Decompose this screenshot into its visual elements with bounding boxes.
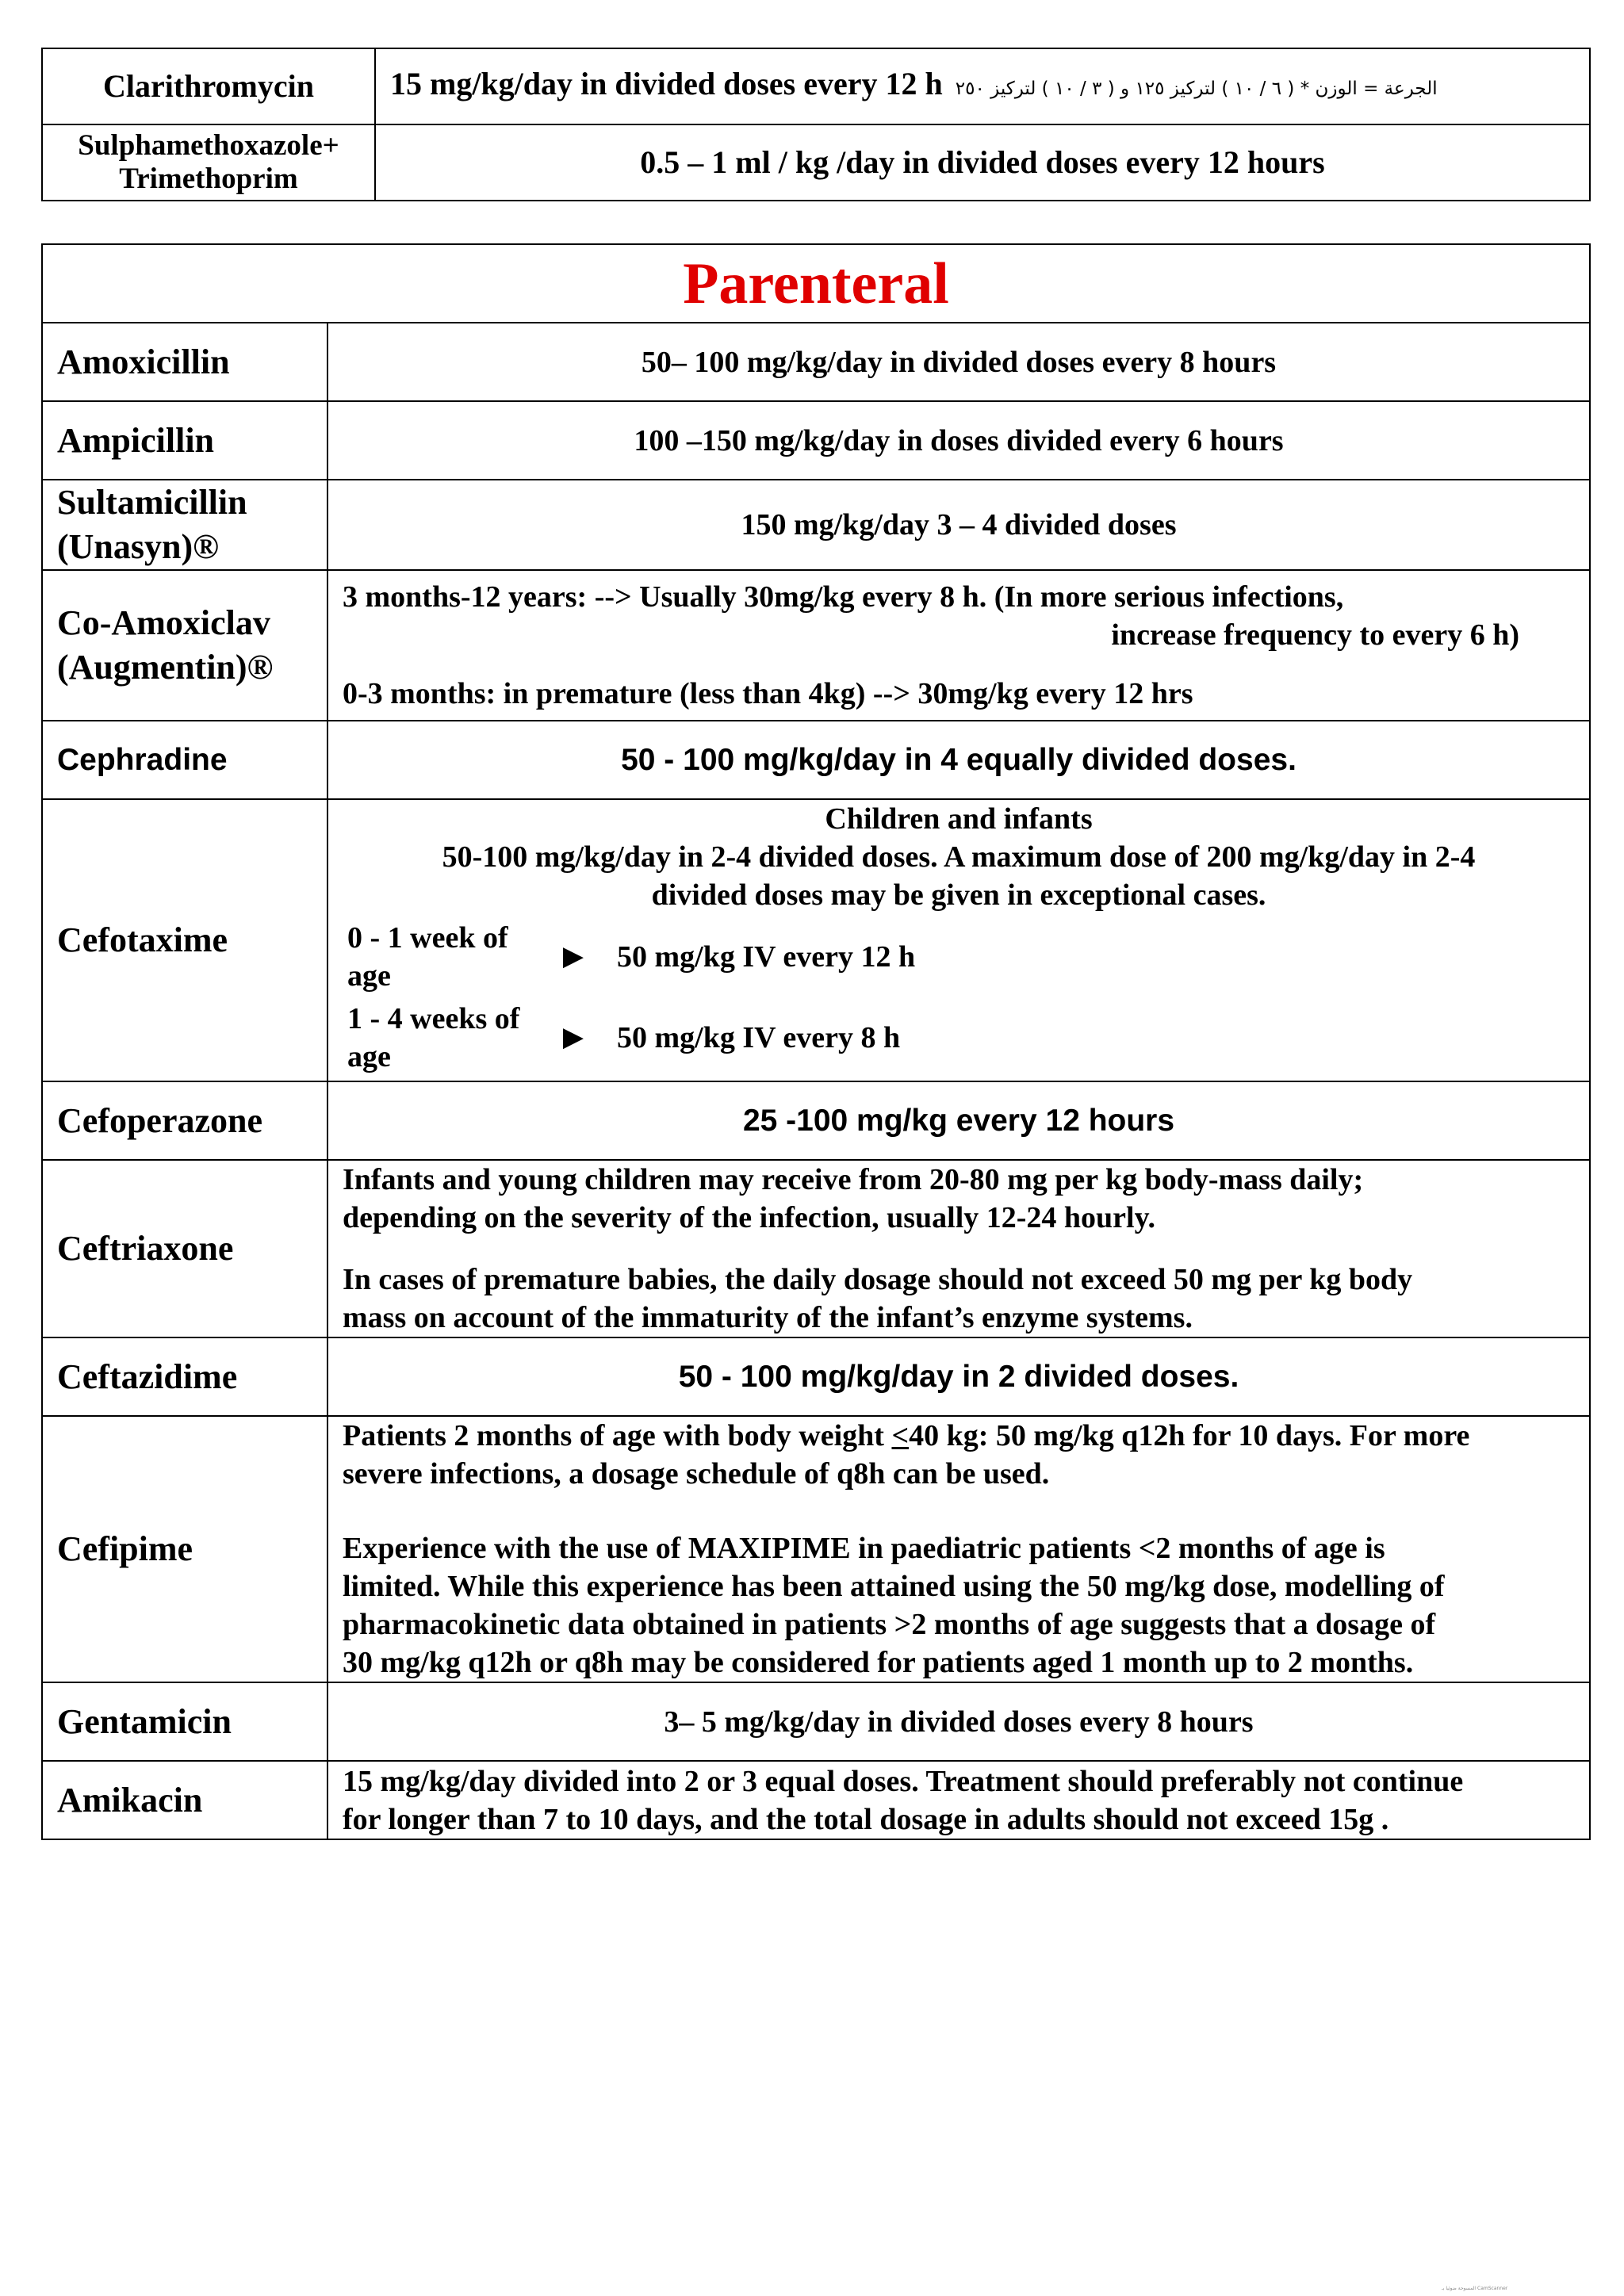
drug-name-line: Co-Amoxiclav bbox=[57, 603, 270, 642]
table-row bbox=[42, 323, 1590, 401]
table-header-row bbox=[42, 244, 1590, 323]
dose-line: 30 mg/kg q12h or q8h may be considered for patients aged 1 month up to 2 months. bbox=[343, 1646, 1414, 1679]
drug-name-line: Trimethoprim bbox=[119, 163, 298, 195]
dose-text: 15 mg/kg/day in divided doses every 12 h bbox=[390, 66, 943, 101]
dose-cephradine: 50 - 100 mg/kg/day in 4 equally divided doses. bbox=[327, 721, 1590, 799]
dose-line: for longer than 7 to 10 days, and the total dosage in adults should not exceed 15g . bbox=[343, 1802, 1389, 1836]
dose-sulphamethoxazole: 0.5 – 1 ml / kg /day in divided doses every 12 hours bbox=[375, 124, 1590, 201]
dose-heading: Children and infants bbox=[825, 802, 1093, 836]
dose-line: divided doses may be given in exceptional cases. bbox=[651, 878, 1266, 912]
dose-amikacin bbox=[327, 1761, 1590, 1839]
dose-line: severe infections, a dosage schedule of q8h can be used. bbox=[343, 1457, 1050, 1490]
table-row bbox=[42, 1416, 1590, 1682]
table-row bbox=[42, 570, 1590, 721]
drug-name-ceftazidime: Ceftazidime bbox=[42, 1337, 327, 1416]
section-title: Parenteral bbox=[42, 244, 1590, 323]
arrow-right-icon: ▶ bbox=[562, 942, 584, 971]
parenteral-dosage-table bbox=[41, 243, 1591, 1840]
dose-cefoperazone: 25 -100 mg/kg every 12 hours bbox=[327, 1081, 1590, 1160]
dose-sultamicillin: 150 mg/kg/day 3 – 4 divided doses bbox=[327, 480, 1590, 570]
drug-name-line: (Augmentin)® bbox=[57, 648, 274, 687]
drug-name-line: Sulphamethoxazole+ bbox=[78, 129, 339, 162]
dose-line: depending on the severity of the infection, usually 12-24 hourly. bbox=[343, 1201, 1155, 1234]
age-range: 1 - 4 weeks of age bbox=[347, 1002, 520, 1073]
drug-name-clarithromycin: Clarithromycin bbox=[42, 48, 375, 124]
oral-dosage-table bbox=[41, 48, 1591, 201]
dose-co-amoxiclav bbox=[327, 570, 1590, 721]
dose-line: pharmacokinetic data obtained in patients >2 months of age suggests that a dosage of bbox=[343, 1608, 1436, 1641]
drug-name-co-amoxiclav bbox=[42, 570, 327, 721]
age-dose-row bbox=[343, 1000, 1575, 1076]
drug-name-cefipime: Cefipime bbox=[42, 1416, 327, 1682]
dose-line: increase frequency to every 6 h) bbox=[1111, 618, 1520, 652]
table-row bbox=[42, 1761, 1590, 1839]
dose-line: 3 months-12 years: --> Usually 30mg/kg every 8 h. (In more serious infections, bbox=[343, 580, 1344, 614]
arabic-dose-note: الجرعة = الوزن * ( ٦ / ١٠ ) لتركيز ١٢٥ و ( ٣ / ١٠ ) لتركيز ٢٥٠ bbox=[955, 78, 1438, 99]
dose-line: 50-100 mg/kg/day in 2-4 divided doses. A maximum dose of 200 mg/kg/day in 2-4 bbox=[442, 840, 1476, 874]
dose-text: Patients 2 months of age with body weight bbox=[343, 1419, 892, 1452]
drug-name-cephradine: Cephradine bbox=[42, 721, 327, 799]
table-row bbox=[42, 401, 1590, 480]
less-equal-symbol: < bbox=[891, 1419, 910, 1452]
scanner-watermark: CamScanner المسوحة ضوئيا بـ bbox=[1442, 2286, 1508, 2291]
table-row bbox=[42, 480, 1590, 570]
age-dose: 50 mg/kg IV every 8 h bbox=[617, 1021, 901, 1054]
dose-ceftazidime: 50 - 100 mg/kg/day in 2 divided doses. bbox=[327, 1337, 1590, 1416]
drug-name-amoxicillin: Amoxicillin bbox=[42, 323, 327, 401]
drug-name-cefotaxime: Cefotaxime bbox=[42, 799, 327, 1081]
dose-line bbox=[343, 1417, 1575, 1455]
dose-line: Experience with the use of MAXIPIME in paediatric patients <2 months of age is bbox=[343, 1532, 1385, 1565]
table-row bbox=[42, 1337, 1590, 1416]
drug-name-sulphamethoxazole bbox=[42, 124, 375, 201]
drug-name-line: (Unasyn)® bbox=[57, 527, 220, 566]
dose-line: mass on account of the immaturity of the infant’s enzyme systems. bbox=[343, 1301, 1193, 1334]
drug-name-line: Sultamicillin bbox=[57, 483, 247, 522]
table-row bbox=[42, 124, 1590, 201]
dose-amoxicillin: 50– 100 mg/kg/day in divided doses every 8 hours bbox=[327, 323, 1590, 401]
table-row bbox=[42, 721, 1590, 799]
table-row bbox=[42, 48, 1590, 124]
table-row bbox=[42, 1081, 1590, 1160]
table-row bbox=[42, 799, 1590, 1081]
dose-ceftriaxone bbox=[327, 1160, 1590, 1337]
dose-line: 0-3 months: in premature (less than 4kg) --> 30mg/kg every 12 hrs bbox=[343, 677, 1193, 710]
drug-name-amikacin: Amikacin bbox=[42, 1761, 327, 1839]
dose-clarithromycin bbox=[375, 48, 1590, 124]
table-row bbox=[42, 1682, 1590, 1761]
dose-line: In cases of premature babies, the daily dosage should not exceed 50 mg per kg body bbox=[343, 1263, 1413, 1296]
drug-name-ampicillin: Ampicillin bbox=[42, 401, 327, 480]
dose-text: 40 kg: 50 mg/kg q12h for 10 days. For more bbox=[909, 1419, 1470, 1452]
dose-cefipime bbox=[327, 1416, 1590, 1682]
table-row bbox=[42, 1160, 1590, 1337]
drug-name-sultamicillin bbox=[42, 480, 327, 570]
dose-line: 15 mg/kg/day divided into 2 or 3 equal doses. Treatment should preferably not continue bbox=[343, 1764, 1464, 1798]
age-range: 0 - 1 week of age bbox=[347, 921, 508, 993]
dose-line: Infants and young children may receive from 20-80 mg per kg body-mass daily; bbox=[343, 1163, 1364, 1196]
dose-gentamicin: 3– 5 mg/kg/day in divided doses every 8 hours bbox=[327, 1682, 1590, 1761]
drug-name-cefoperazone: Cefoperazone bbox=[42, 1081, 327, 1160]
drug-name-gentamicin: Gentamicin bbox=[42, 1682, 327, 1761]
drug-name-ceftriaxone: Ceftriaxone bbox=[42, 1160, 327, 1337]
age-dose: 50 mg/kg IV every 12 h bbox=[617, 940, 916, 974]
dose-line: limited. While this experience has been attained using the 50 mg/kg dose, modelling of bbox=[343, 1570, 1445, 1603]
dose-ampicillin: 100 –150 mg/kg/day in doses divided every 6 hours bbox=[327, 401, 1590, 480]
arrow-right-icon: ▶ bbox=[562, 1023, 584, 1052]
dose-cefotaxime bbox=[327, 799, 1590, 1081]
age-dose-row bbox=[343, 919, 1575, 995]
